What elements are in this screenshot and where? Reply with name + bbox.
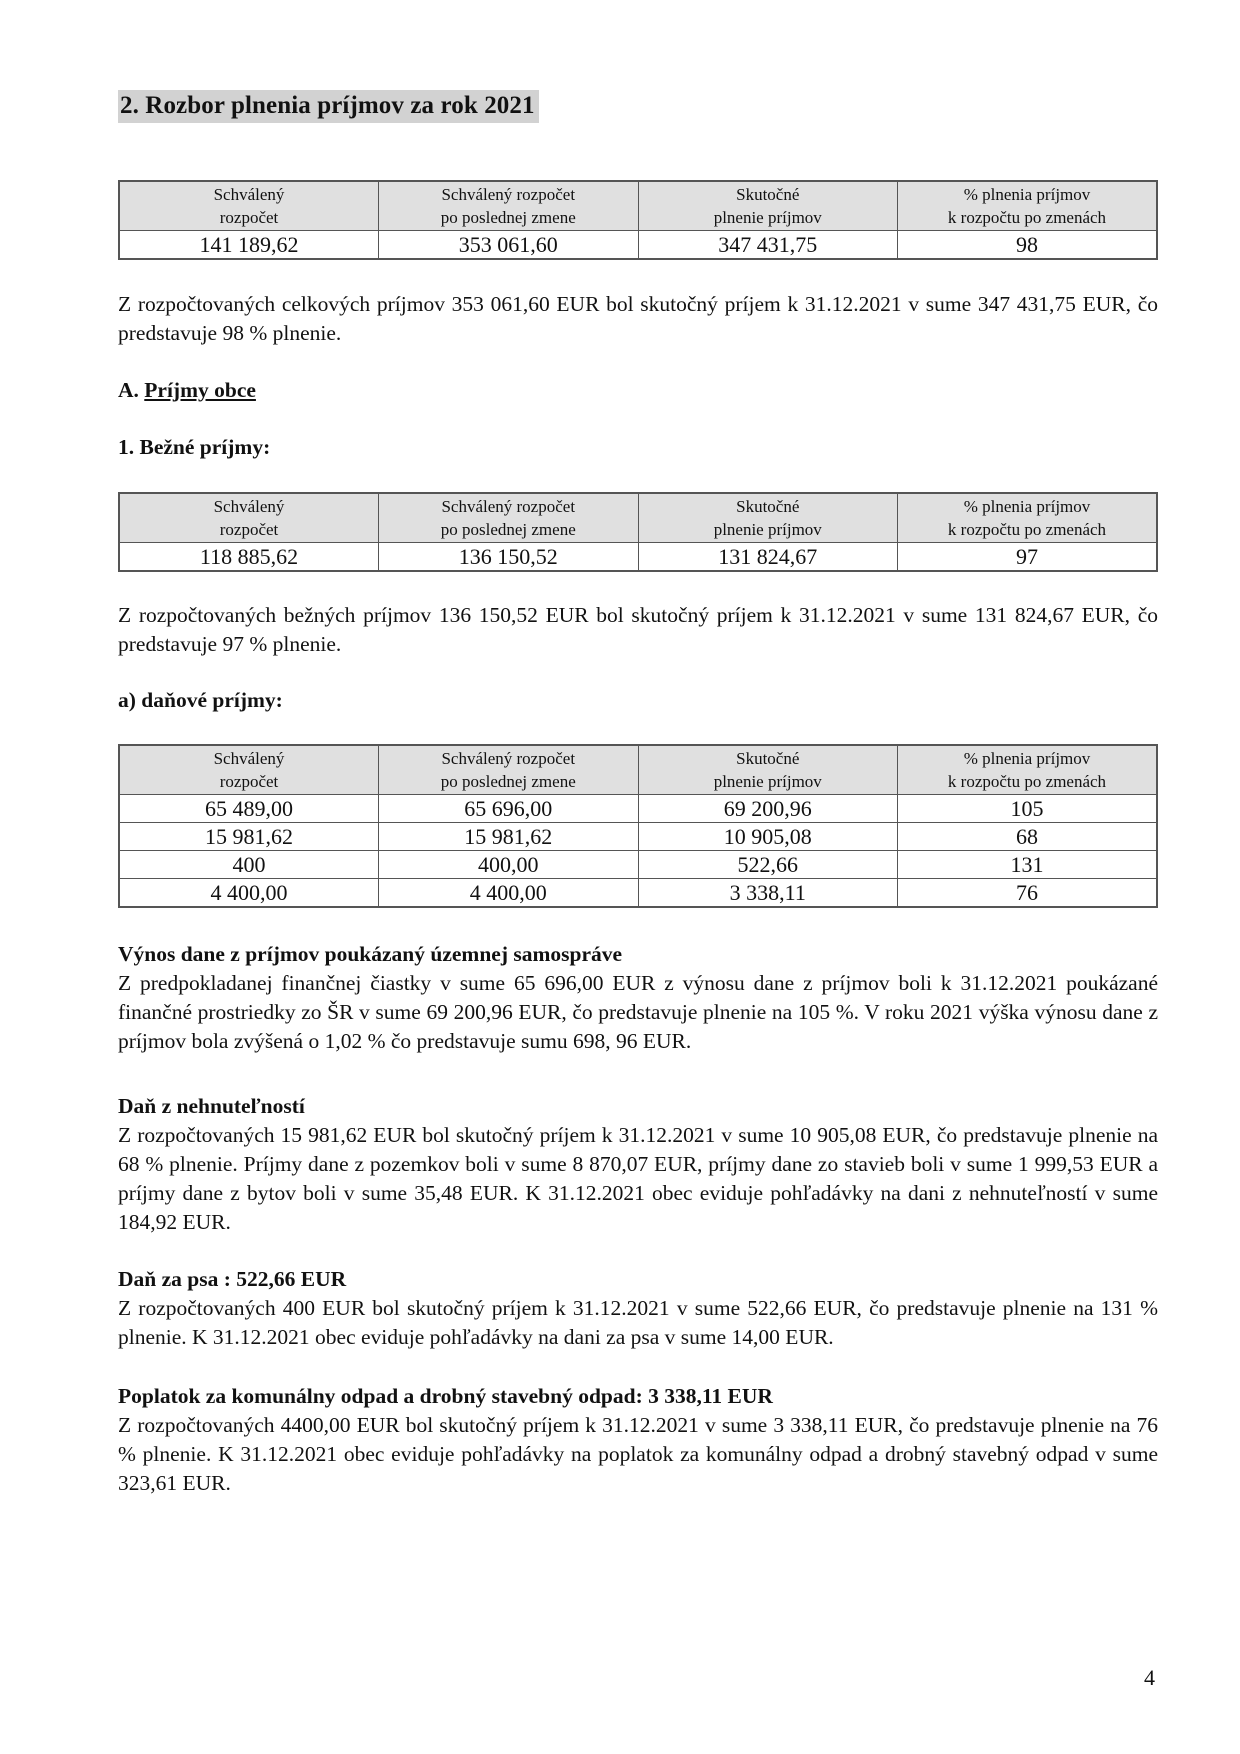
header-approved-budget: Schválený rozpočet [119, 745, 379, 795]
header-actual-income: Skutočné plnenie príjmov [638, 181, 898, 231]
cell-actual: 3 338,11 [638, 879, 898, 908]
table-current-income [118, 492, 1158, 572]
cell-actual: 10 905,08 [638, 823, 898, 851]
header-budget-after-change: Schválený rozpočet po poslednej zmene [379, 493, 639, 543]
paragraph-total-income: Z rozpočtovaných celkových príjmov 353 061,60 EUR bol skutočný príjem k 31.12.2021 v sume 347 431,75 EUR, čo predstavuje 98 % plnenie. [118, 292, 1158, 345]
header-actual-income: Skutočné plnenie príjmov [638, 745, 898, 795]
table-row [119, 795, 1157, 823]
cell-percent: 97 [898, 543, 1158, 572]
table-row [119, 879, 1157, 908]
cell-after-change: 136 150,52 [379, 543, 639, 572]
block-dog-tax [118, 1265, 1158, 1352]
header-percent-fulfillment: % plnenia príjmov k rozpočtu po zmenách [898, 745, 1158, 795]
cell-actual: 347 431,75 [638, 231, 898, 260]
block-heading: Daň z nehnuteľností [118, 1094, 305, 1118]
paragraph-current-income: Z rozpočtovaných bežných príjmov 136 150,52 EUR bol skutočný príjem k 31.12.2021 v sume 131 824,67 EUR, čo predstavuje 97 % plnenie. [118, 603, 1158, 656]
block-heading: Daň za psa : 522,66 EUR [118, 1267, 347, 1291]
cell-after-change: 353 061,60 [379, 231, 639, 260]
cell-percent: 76 [898, 879, 1158, 908]
block-waste-fee [118, 1382, 1158, 1498]
table-header-row [119, 181, 1157, 231]
page-number: 4 [1144, 1665, 1155, 1690]
cell-percent: 68 [898, 823, 1158, 851]
cell-after-change: 400,00 [379, 851, 639, 879]
cell-actual: 69 200,96 [638, 795, 898, 823]
section-heading-current-income: 1. Bežné príjmy: [118, 435, 271, 459]
table-row [119, 231, 1157, 260]
block-income-tax-yield [118, 940, 1158, 1056]
section-heading-a: A. Príjmy obce [118, 378, 256, 402]
cell-approved: 15 981,62 [119, 823, 379, 851]
cell-after-change: 65 696,00 [379, 795, 639, 823]
table-row [119, 823, 1157, 851]
cell-percent: 98 [898, 231, 1158, 260]
header-approved-budget: Schválený rozpočet [119, 181, 379, 231]
table-row [119, 851, 1157, 879]
block-heading: Poplatok za komunálny odpad a drobný stavebný odpad: 3 338,11 EUR [118, 1384, 773, 1408]
cell-after-change: 15 981,62 [379, 823, 639, 851]
page-title: 2. Rozbor plnenia príjmov za rok 2021 [118, 90, 539, 123]
block-text: Z rozpočtovaných 15 981,62 EUR bol skutočný príjem k 31.12.2021 v sume 10 905,08 EUR, čo predstavuje plnenie na 68 % plnenie. Príjmy dane z pozemkov boli v sume 8 870,07 EUR, príjmy dane zo stavieb boli v sume 1 999,53 EUR a príjmy dane z bytov boli v sume 35,48 EUR. K 31.12.2021 obec eviduje pohľadávky na dani z nehnuteľností v sume 184,92 EUR. [118, 1123, 1158, 1234]
cell-approved: 65 489,00 [119, 795, 379, 823]
table-header-row [119, 745, 1157, 795]
cell-actual: 522,66 [638, 851, 898, 879]
section-heading-tax-income: a) daňové príjmy: [118, 688, 283, 712]
header-budget-after-change: Schválený rozpočet po poslednej zmene [379, 745, 639, 795]
block-text: Z rozpočtovaných 400 EUR bol skutočný príjem k 31.12.2021 v sume 522,66 EUR, čo predstavuje plnenie na 131 % plnenie. K 31.12.2021 obec eviduje pohľadávky na dani za psa v sume 14,00 EUR. [118, 1296, 1158, 1349]
header-percent-fulfillment: % plnenia príjmov k rozpočtu po zmenách [898, 181, 1158, 231]
cell-actual: 131 824,67 [638, 543, 898, 572]
cell-approved: 4 400,00 [119, 879, 379, 908]
cell-after-change: 4 400,00 [379, 879, 639, 908]
table-row [119, 543, 1157, 572]
cell-approved: 141 189,62 [119, 231, 379, 260]
cell-percent: 131 [898, 851, 1158, 879]
header-budget-after-change: Schválený rozpočet po poslednej zmene [379, 181, 639, 231]
table-tax-income [118, 744, 1158, 908]
table-header-row [119, 493, 1157, 543]
cell-approved: 118 885,62 [119, 543, 379, 572]
header-percent-fulfillment: % plnenia príjmov k rozpočtu po zmenách [898, 493, 1158, 543]
block-text: Z predpokladanej finančnej čiastky v sume 65 696,00 EUR z výnosu dane z príjmov boli k 31.12.2021 poukázané finančné prostriedky zo ŠR v sume 69 200,96 EUR, čo predstavuje plnenie na 105 %. V roku 2021 výška výnosu dane z príjmov bola zvýšená o 1,02 % čo predstavuje sumu 698, 96 EUR. [118, 971, 1158, 1053]
table-total-income [118, 180, 1158, 260]
block-text: Z rozpočtovaných 4400,00 EUR bol skutočný príjem k 31.12.2021 v sume 3 338,11 EUR, čo predstavuje plnenie na 76 % plnenie. K 31.12.2021 obec eviduje pohľadávky na poplatok za komunálny odpad a drobný stavebný odpad v sume 323,61 EUR. [118, 1413, 1158, 1495]
header-approved-budget: Schválený rozpočet [119, 493, 379, 543]
block-heading: Výnos dane z príjmov poukázaný územnej samospráve [118, 942, 623, 966]
header-actual-income: Skutočné plnenie príjmov [638, 493, 898, 543]
block-property-tax [118, 1092, 1158, 1237]
cell-percent: 105 [898, 795, 1158, 823]
cell-approved: 400 [119, 851, 379, 879]
